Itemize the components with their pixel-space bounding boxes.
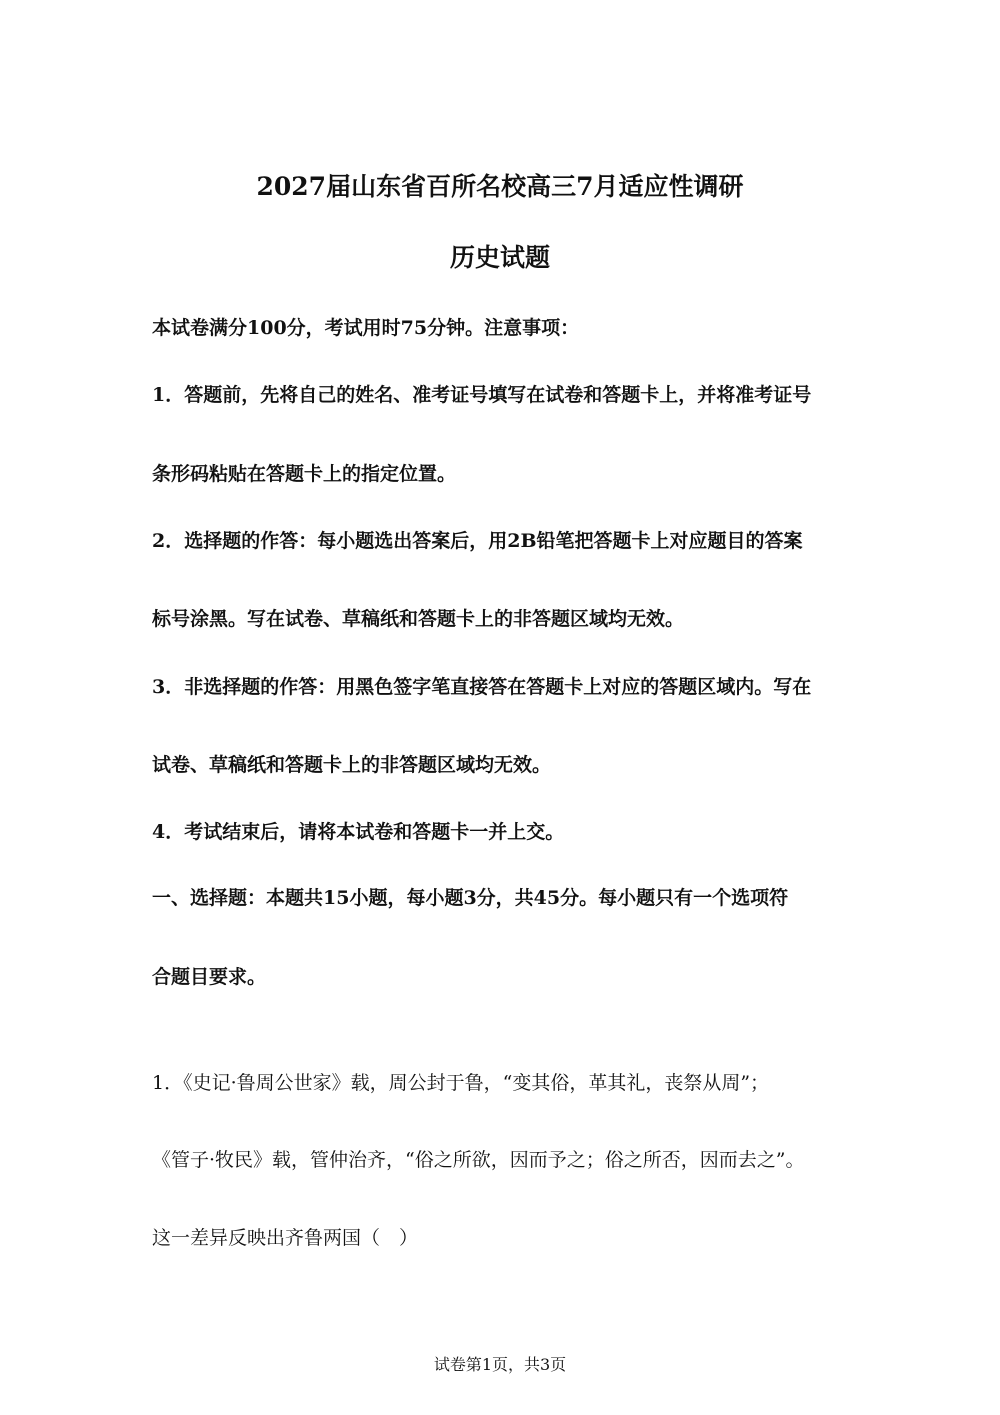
instructions-intro: 本试卷满分100分，考试用时75分钟。注意事项：: [152, 317, 580, 339]
instruction-1-line-1: 1．答题前，先将自己的姓名、准考证号填写在试卷和答题卡上，并将准考证号: [152, 384, 812, 406]
instruction-3-line-2: 试卷、草稿纸和答题卡上的非答题区域均无效。: [152, 754, 552, 776]
instruction-2-line-2: 标号涂黑。写在试卷、草稿纸和答题卡上的非答题区域均无效。: [152, 608, 685, 630]
page-footer: 试卷第1页，共3页: [433, 1355, 567, 1374]
instruction-2-line-1: 2．选择题的作答：每小题选出答案后，用2B铅笔把答题卡上对应题目的答案: [152, 530, 803, 552]
exam-subject: 历史试题: [449, 243, 550, 272]
section-heading-line-2: 合题目要求。: [152, 966, 267, 988]
section-heading-line-1: 一、选择题：本题共15小题，每小题3分，共45分。每小题只有一个选项符: [152, 887, 789, 909]
question-1-line-2: 《管子·牧民》载，管仲治齐，“俗之所欲，因而予之；俗之所否，因而去之”。: [152, 1149, 805, 1171]
question-1-line-1: 1．《史记·鲁周公世家》载，周公封于鲁，“变其俗，革其礼，丧祭从周”；: [152, 1072, 770, 1094]
instruction-3-line-1: 3．非选择题的作答：用黑色签字笔直接答在答题卡上对应的答题区域内。写在: [152, 676, 812, 698]
instruction-4: 4．考试结束后，请将本试卷和答题卡一并上交。: [152, 821, 565, 843]
question-1-line-3: 这一差异反映出齐鲁两国（ ）: [152, 1227, 419, 1249]
exam-title: 2027届山东省百所名校高三7月适应性调研: [256, 172, 744, 201]
instruction-1-line-2: 条形码粘贴在答题卡上的指定位置。: [152, 463, 457, 485]
